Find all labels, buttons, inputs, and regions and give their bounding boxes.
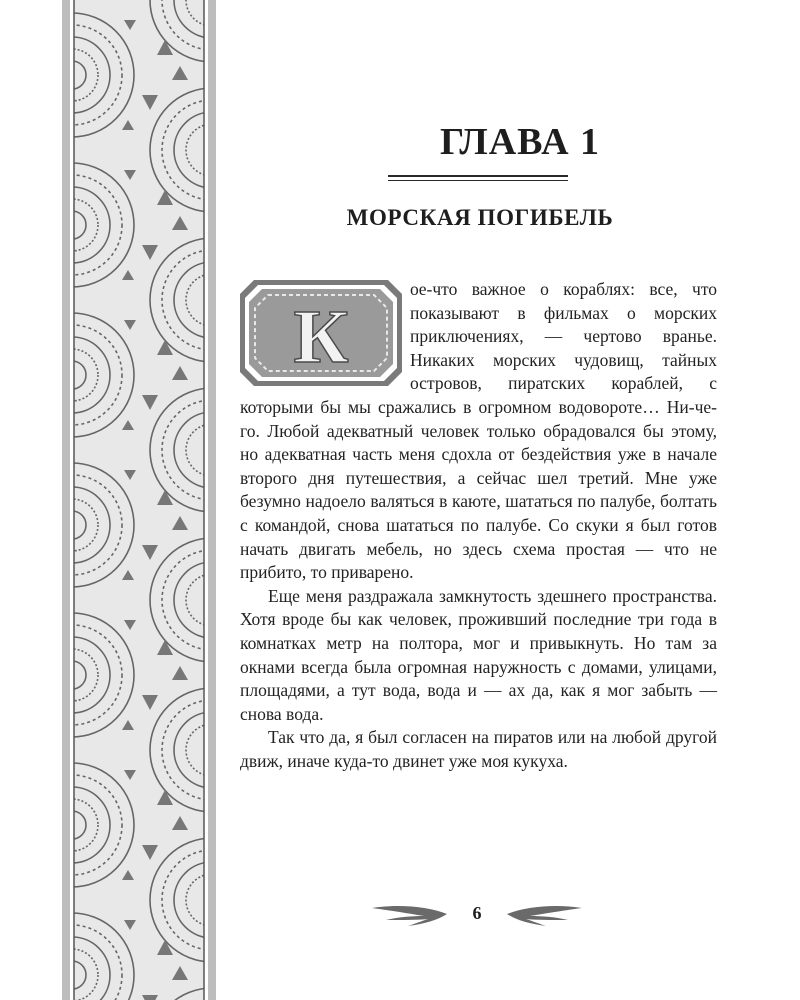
- drop-cap: [240, 280, 402, 386]
- page-footer: [372, 900, 582, 930]
- paragraph: Еще меня раздражала замкнутость здешнего пространства. Хотя вроде бы как человек, проживший последние три года в комнатках метр на полтора, мог и привыкнуть. Но там за окнами всегда была огромная наружность с домами, улицами, площадями, а тут вода, вода и — ах да, как я мог забыть — снова вода.: [240, 585, 717, 724]
- mandala-pattern-icon: [62, 0, 216, 1000]
- chapter-title: МОРСКАЯ ПОГИБЕЛЬ: [346, 205, 614, 230]
- paragraph: оe-что важное о кораблях: все, что показывают в фильмах о морских приключениях, — чертово вранье. Никаких морских чудовищ, тайных островов, пиратских кораблей, с которыми бы мы сражались в огромном водовороте… Ни-че-го. Любой адекватный человек только обрадовался бы этому, но адекватная часть меня сдохла от бездействия уже в начале второго дня путешествия, а сейчас шел третий. Мне уже безумно надоело валяться в каюте, шататься по палубе, болтать с командой, снова шататься по палубе. Со скуки я был готов начать двигать мебель, но здесь схема простая — что не прибито, то приварено.: [240, 279, 717, 583]
- chapter-heading: ГЛАВА 1: [439, 121, 601, 163]
- decorative-border-strip: [62, 0, 216, 1000]
- heading-divider: [388, 175, 568, 181]
- paragraph: Так что да, я был согласен на пиратов или на любой другой движ, иначе куда-то двинет уже моя кукуха.: [240, 727, 717, 771]
- chapter-body: [240, 278, 717, 773]
- page-number: 6: [472, 903, 482, 923]
- wing-right-icon: [507, 902, 582, 926]
- drop-cap-letter: К: [293, 295, 349, 379]
